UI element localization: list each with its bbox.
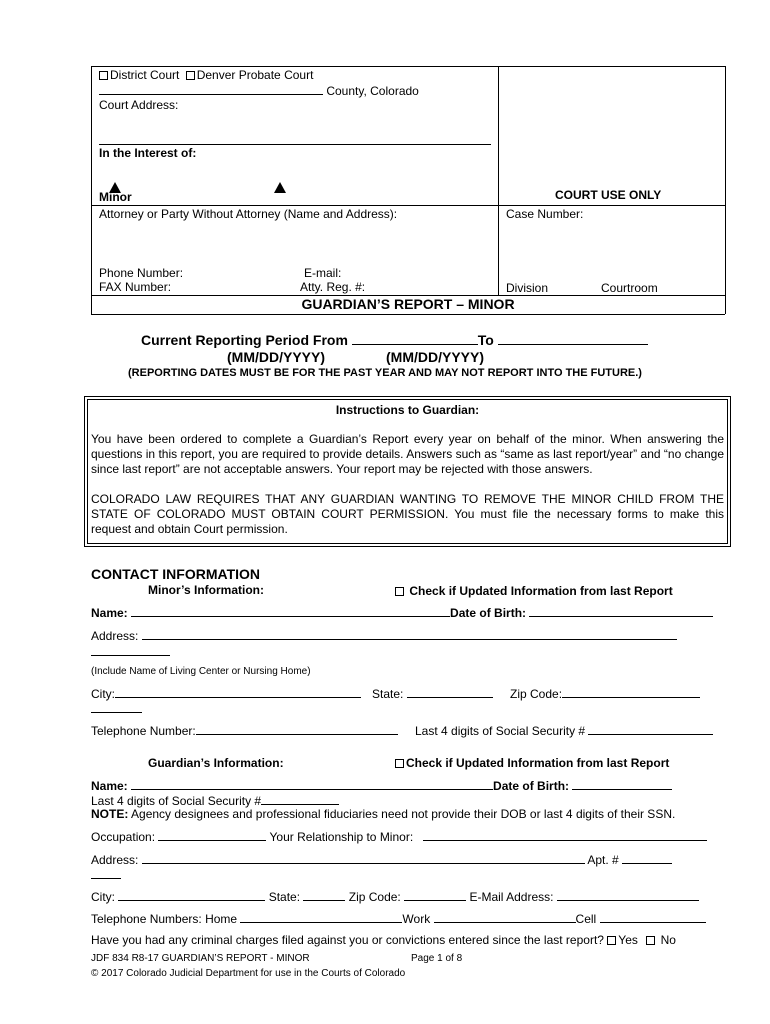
relationship-field[interactable] (423, 829, 707, 841)
apt-field-cont[interactable] (91, 878, 121, 879)
guardian-address-label: Address: (91, 853, 139, 867)
fax-label: FAX Number: (99, 280, 172, 294)
cell-phone-label: Cell (575, 912, 597, 926)
court-address-field[interactable] (99, 144, 491, 145)
note-text: Agency designees and professional fiduciaries need not provide their DOB or last 4 digits of their SSN. (131, 807, 676, 821)
guardian-city-label: City: (91, 890, 115, 904)
district-court-checkbox[interactable] (99, 71, 108, 80)
minor-name-field[interactable] (131, 605, 450, 617)
minor-city-label: City: (91, 687, 115, 701)
occupation-label: Occupation: (91, 830, 156, 844)
minor-ssn-label: Last 4 digits of Social Security # (415, 724, 586, 738)
no-checkbox[interactable] (646, 936, 655, 945)
guardian-dob-field[interactable] (572, 778, 672, 790)
guardian-update-checkbox[interactable] (395, 759, 404, 768)
attorney-label: Attorney or Party Without Attorney (Name and Address): (99, 207, 398, 221)
guardian-ssn-field[interactable] (261, 793, 339, 805)
in-interest-label: In the Interest of: (99, 146, 197, 160)
form-title: GUARDIAN’S REPORT – MINOR (301, 296, 515, 312)
copyright: © 2017 Colorado Judicial Department for use in the Courts of Colorado (91, 968, 406, 979)
county-label: County, Colorado (326, 84, 419, 98)
page-number: Page 1 of 8 (411, 953, 463, 964)
minor-city-row (91, 686, 361, 701)
period-from-field[interactable] (352, 333, 478, 345)
period-to-field[interactable] (498, 333, 648, 345)
minor-dob-label: Date of Birth: (450, 606, 527, 620)
note-label: NOTE: (91, 807, 129, 821)
guardian-note (91, 807, 675, 821)
guardian-update-row (395, 756, 669, 770)
guardian-zip-field[interactable] (404, 889, 466, 901)
yes-label: Yes (618, 933, 638, 947)
contact-heading: CONTACT INFORMATION (91, 566, 261, 582)
minor-phone-label: Telephone Number: (91, 724, 196, 738)
instructions-title: Instructions to Guardian: (335, 403, 480, 417)
minor-address-label: Address: (91, 629, 139, 643)
guardian-email-field[interactable] (557, 889, 699, 901)
courtroom-label: Courtroom (601, 281, 658, 295)
triangle-right-icon (274, 182, 286, 193)
home-phone-label: Telephone Numbers: Home (91, 912, 238, 926)
occupation-row (91, 829, 707, 844)
period-to-label: To (477, 332, 494, 348)
case-number-label: Case Number: (506, 207, 584, 221)
guardian-name-label: Name: (91, 779, 128, 793)
minor-label: Minor (99, 190, 132, 204)
work-phone-field[interactable] (434, 911, 576, 923)
yes-checkbox[interactable] (607, 936, 616, 945)
minor-zip-field[interactable] (562, 686, 700, 698)
minor-address-field-cont[interactable] (91, 655, 170, 656)
district-court-label: District Court (110, 68, 180, 82)
guardian-zip-label: Zip Code: (348, 890, 401, 904)
minor-address-field[interactable] (142, 628, 677, 640)
minor-name-row (91, 605, 713, 620)
guardian-city-field[interactable] (118, 889, 265, 901)
county-row (99, 83, 419, 98)
guardian-city-row (91, 889, 699, 904)
guardian-email-label: E-Mail Address: (469, 890, 554, 904)
period-from-label: Current Reporting Period From (141, 332, 348, 348)
minor-state-label: State: (372, 687, 404, 701)
minor-state-row (372, 686, 493, 701)
division-label: Division (506, 281, 549, 295)
guardian-state-label: State: (268, 890, 301, 904)
occupation-field[interactable] (158, 829, 266, 841)
cell-phone-field[interactable] (600, 911, 706, 923)
minor-zip-label: Zip Code: (510, 687, 563, 701)
denver-probate-label: Denver Probate Court (196, 68, 314, 82)
guardian-address-field[interactable] (142, 852, 585, 864)
minor-address-row (91, 628, 677, 643)
home-phone-field[interactable] (240, 911, 402, 923)
guardian-ssn-label: Last 4 digits of Social Security # (91, 794, 262, 808)
guardian-dob-label: Date of Birth: (493, 779, 570, 793)
work-phone-label: Work (402, 912, 431, 926)
minor-ssn-field[interactable] (588, 723, 713, 735)
criminal-question-row (91, 933, 676, 947)
guardian-state-field[interactable] (303, 889, 345, 901)
court-use-only-label: COURT USE ONLY (555, 188, 662, 202)
apt-label: Apt. # (587, 853, 619, 867)
guardian-info-label: Guardian’s Information: (148, 756, 284, 770)
period-format-1: (MM/DD/YYYY) (227, 349, 325, 365)
apt-field[interactable] (622, 852, 672, 864)
form-id: JDF 834 R8-17 GUARDIAN’S REPORT - MINOR (91, 953, 310, 964)
minor-update-label: Check if Updated Information from last Report (409, 584, 673, 598)
guardian-address-row (91, 852, 672, 867)
court-address-label: Court Address: (99, 98, 179, 112)
guardian-name-field[interactable] (131, 778, 493, 790)
period-format-2: (MM/DD/YYYY) (386, 349, 484, 365)
phone-label: Phone Number: (99, 266, 184, 280)
minor-update-row (395, 584, 673, 598)
period-note: (REPORTING DATES MUST BE FOR THE PAST YEAR AND MAY NOT REPORT INTO THE FUTURE.) (128, 367, 642, 379)
guardian-ssn-row (91, 793, 339, 808)
no-label: No (660, 933, 676, 947)
minor-phone-field[interactable] (196, 723, 398, 735)
minor-info-label: Minor’s Information: (148, 583, 264, 597)
minor-city-field[interactable] (115, 686, 361, 698)
minor-name-label: Name: (91, 606, 128, 620)
guardian-phone-row (91, 911, 706, 926)
relationship-label: Your Relationship to Minor: (269, 830, 414, 844)
denver-probate-checkbox[interactable] (186, 71, 195, 80)
minor-phone-row (91, 723, 398, 738)
minor-ssn-row (415, 723, 713, 738)
minor-zip-row (510, 686, 700, 701)
guardian-update-label: Check if Updated Information from last Report (406, 756, 670, 770)
minor-dob-field[interactable] (529, 605, 713, 617)
reporting-period-row (141, 332, 648, 348)
guardian-name-row (91, 778, 672, 793)
include-note: (Include Name of Living Center or Nursing Home) (91, 666, 311, 677)
court-type-row (99, 68, 313, 82)
email-label: E-mail: (304, 266, 342, 280)
minor-state-field[interactable] (407, 686, 493, 698)
county-field[interactable] (99, 83, 323, 95)
atty-reg-label: Atty. Reg. #: (300, 280, 366, 294)
minor-zip-field-cont[interactable] (91, 712, 142, 713)
instructions-p2: COLORADO LAW REQUIRES THAT ANY GUARDIAN WANTING TO REMOVE THE MINOR CHILD FROM THE STATE OF COLORADO MUST OBTAIN COURT PERMISSION. You must file the necessary forms to make this request and obtain Court permission. (91, 492, 724, 536)
instructions-p1: You have been ordered to complete a Guardian’s Report every year on behalf of the minor. When answering the questions in this report, you are required to provide details. Answers such as “same as last report/year” and “no change since last report” are not acceptable answers. Your report may be rejected with those answers. (91, 432, 724, 476)
minor-update-checkbox[interactable] (395, 587, 404, 596)
criminal-question: Have you had any criminal charges filed against you or convictions entered since the last report? (91, 933, 604, 947)
